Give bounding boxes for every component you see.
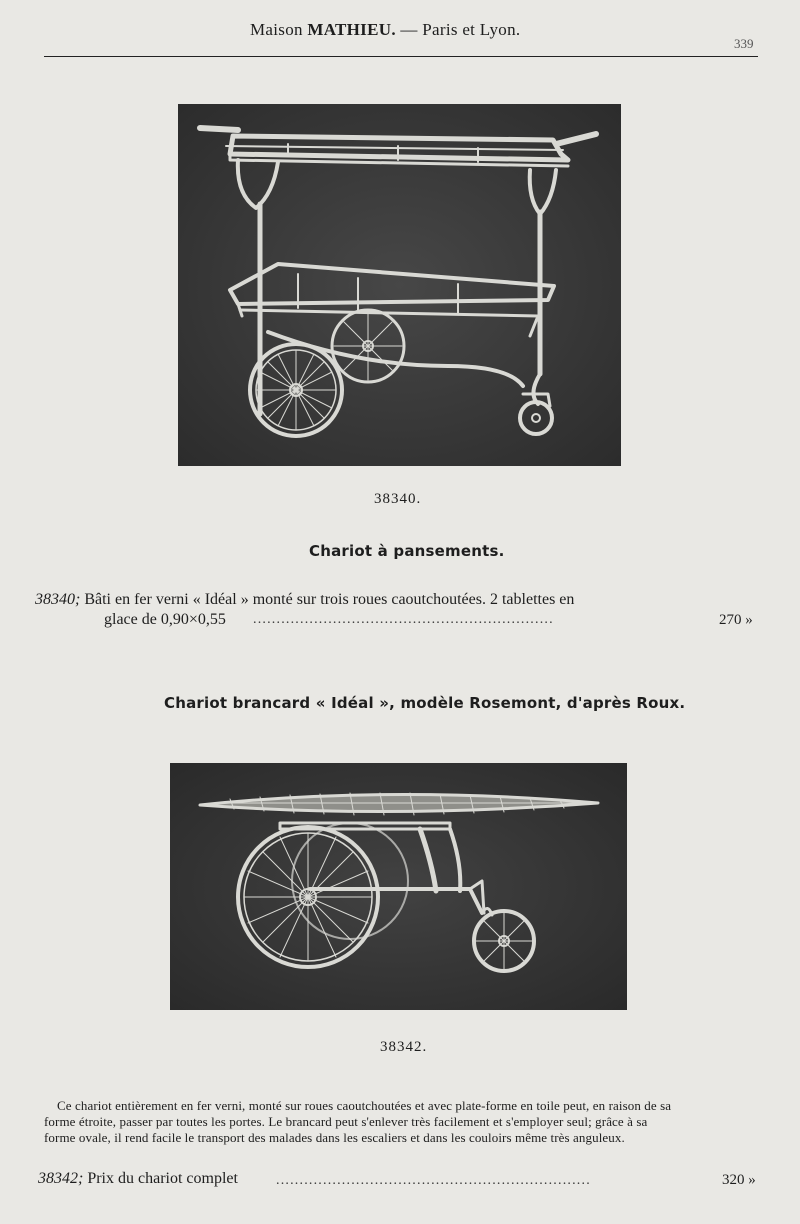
- description-line-1: Ce chariot entièrement en fer verni, monté sur roues caoutchoutées et avec plate-forme en toile peut, en raison de sa: [57, 1098, 672, 1113]
- dressing-trolley-illustration: [178, 104, 621, 466]
- stretcher-trolley-photo: [170, 763, 627, 1010]
- item-heading-stretcher-trolley: Chariot brancard « Idéal », modèle Rosemont, d'après Roux.: [164, 694, 686, 712]
- description-line-2: forme étroite, passer par toutes les portes. Le brancard peut s'enlever très facilement et s'employer seul; grâce à sa: [44, 1114, 648, 1129]
- item-code: 38340;: [35, 591, 81, 608]
- reference-number-38342: 38342.: [380, 1039, 428, 1055]
- page-number: 339: [734, 36, 754, 51]
- item-description: Prix du chariot complet: [83, 1170, 238, 1187]
- dot-leader: ...................................................................: [276, 1173, 591, 1188]
- running-header: Maison MATHIEU. — Paris et Lyon.: [250, 20, 521, 39]
- description-line-3: forme ovale, il rend facile le transport des malades dans les escaliers et dans les couloirs même très anguleux.: [44, 1130, 625, 1145]
- brand-name: MATHIEU.: [307, 20, 396, 39]
- item-price: 320 »: [722, 1172, 756, 1188]
- item-description-continued: glace de 0,90×0,55: [104, 611, 226, 628]
- stretcher-trolley-illustration: [170, 763, 627, 1010]
- dressing-trolley-photo: [178, 104, 621, 466]
- item-price: 270 »: [719, 612, 753, 628]
- dot-leader: ................................................................: [253, 612, 554, 627]
- header-rule: [44, 56, 758, 57]
- catalog-entry-38342: [38, 1170, 238, 1188]
- item-heading-dressing-trolley: Chariot à pansements.: [309, 542, 505, 560]
- item-code: 38342;: [38, 1170, 84, 1187]
- catalog-entry-38340: [35, 591, 574, 609]
- item-description: Bâti en fer verni « Idéal » monté sur trois roues caoutchoutées. 2 tablettes en: [80, 591, 575, 608]
- reference-number-38340: 38340.: [374, 491, 422, 507]
